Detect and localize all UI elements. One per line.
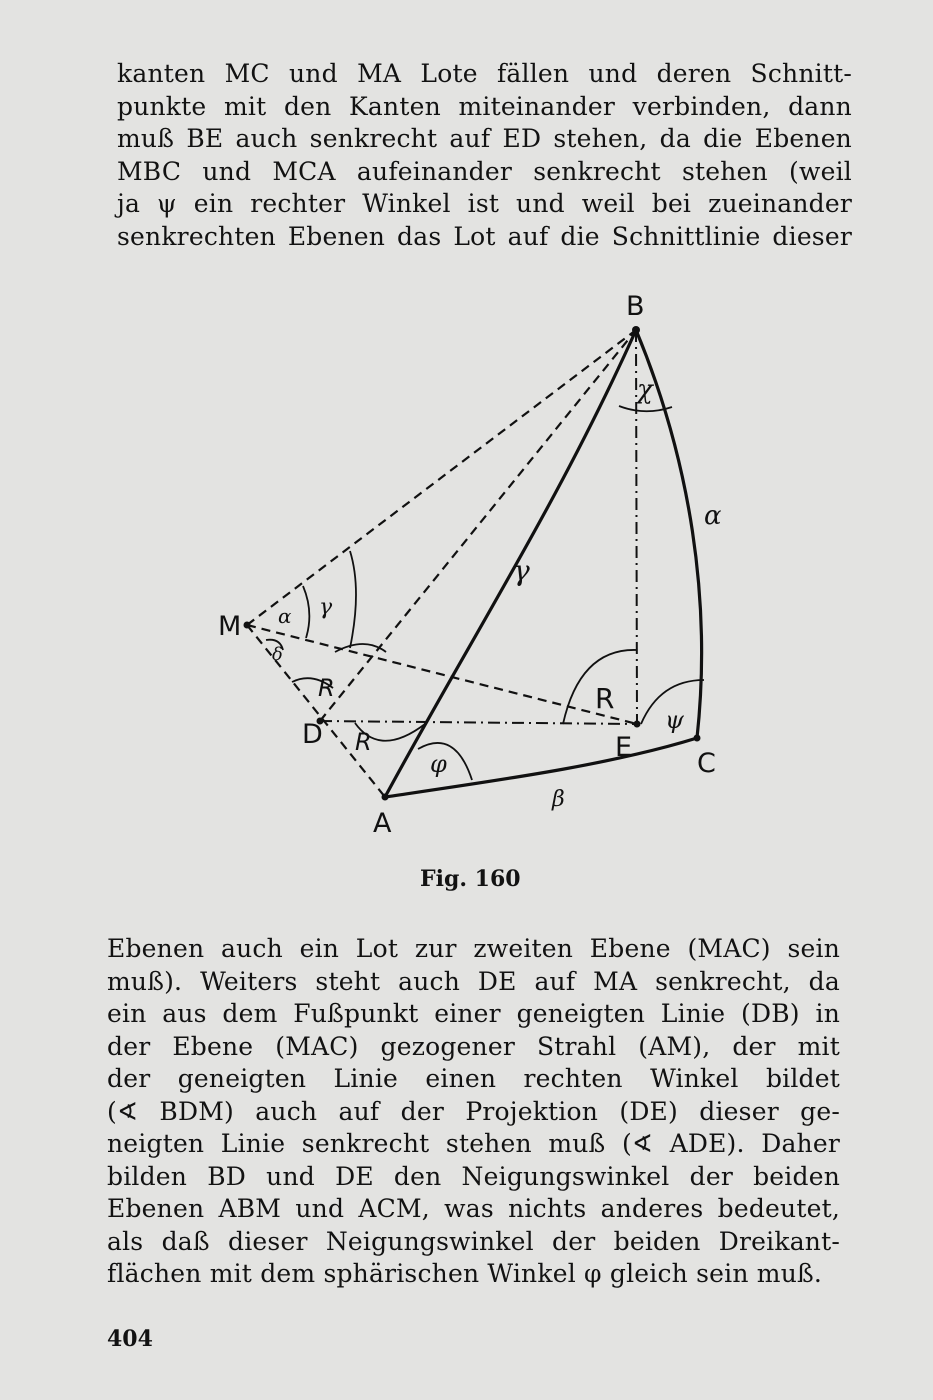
angle-arc-gamma-at-M [350, 551, 356, 648]
figure-caption: Fig. 160 [420, 866, 521, 892]
label-phi: φ [430, 750, 447, 778]
text-line: muß BE auch senkrecht auf ED stehen, da die Ebenen [117, 124, 852, 153]
text-line: flächen mit dem sphärischen Winkel φ gleich sein muß. [107, 1259, 823, 1288]
text-line: der geneigten Linie einen rechten Winkel bildet [107, 1064, 840, 1093]
edge-MA [247, 625, 385, 797]
vertex-E-dot [634, 721, 641, 728]
label-E: E [615, 732, 633, 763]
angle-arc-alpha-at-M [303, 586, 309, 638]
text-line: bilden BD und DE den Neigungswinkel der beiden [107, 1161, 840, 1191]
edge-MB [247, 330, 636, 625]
label-gamma-edge: γ [513, 554, 530, 587]
text-line: muß). Weiters steht auch DE auf MA senkrecht, da [107, 966, 840, 996]
label-R-at-E: R [595, 682, 615, 715]
label-psi: ψ [665, 706, 684, 734]
label-chi: χ [637, 375, 653, 405]
vertex-B-dot [632, 326, 640, 334]
vertex-M-dot [244, 622, 251, 629]
text-line: kanten MC und MA Lote fällen und deren Schnitt- [117, 59, 852, 88]
text-line: der Ebene (MAC) gezogener Strahl (AM), der mit [107, 1031, 840, 1061]
label-alpha-edge: α [704, 501, 722, 531]
text-line: Ebenen auch ein Lot zur zweiten Ebene (MAC) sein [107, 934, 840, 963]
label-M: M [218, 611, 242, 642]
bottom-paragraph [107, 933, 840, 1291]
text-line: MBC und MCA aufeinander senkrecht stehen (weil [117, 156, 852, 186]
text-line: neigten Linie senkrecht stehen muß (∢ ADE). Daher [107, 1129, 840, 1158]
label-C: C [697, 748, 716, 779]
text-line: punkte mit den Kanten miteinander verbinden, dann [117, 91, 852, 121]
label-gamma-small: γ [319, 595, 333, 620]
label-alpha-small: α [278, 604, 292, 628]
label-B: B [626, 291, 645, 322]
text-line: ja ψ ein rechter Winkel ist und weil bei zueinander [117, 189, 852, 218]
angle-arc-R-at-D-upper [335, 644, 386, 652]
text-line: als daß dieser Neigungswinkel der beiden Dreikant- [107, 1226, 840, 1256]
label-R-lower: R [355, 728, 372, 756]
vertex-A-dot [382, 794, 389, 801]
label-delta-small: δ [272, 644, 283, 665]
text-line: senkrechten Ebenen das Lot auf die Schnittlinie dieser [117, 221, 852, 251]
label-beta: β [552, 787, 565, 812]
edge-DE [320, 721, 637, 724]
text-line: (∢ BDM) auch auf der Projektion (DE) dieser ge- [107, 1096, 840, 1126]
text-line: Ebenen ABM und ACM, was nichts anderes bedeutet, [107, 1194, 840, 1223]
arc-BA-gamma [385, 330, 636, 797]
text-line: ein aus dem Fußpunkt einer geneigten Linie (DB) in [107, 999, 840, 1028]
edge-DB [320, 330, 636, 721]
label-A: A [373, 808, 392, 839]
label-D: D [302, 719, 323, 750]
page-number: 404 [107, 1326, 153, 1352]
edge-ME [247, 625, 637, 724]
label-R-left: R [318, 674, 335, 702]
vertex-C-dot [694, 735, 701, 742]
